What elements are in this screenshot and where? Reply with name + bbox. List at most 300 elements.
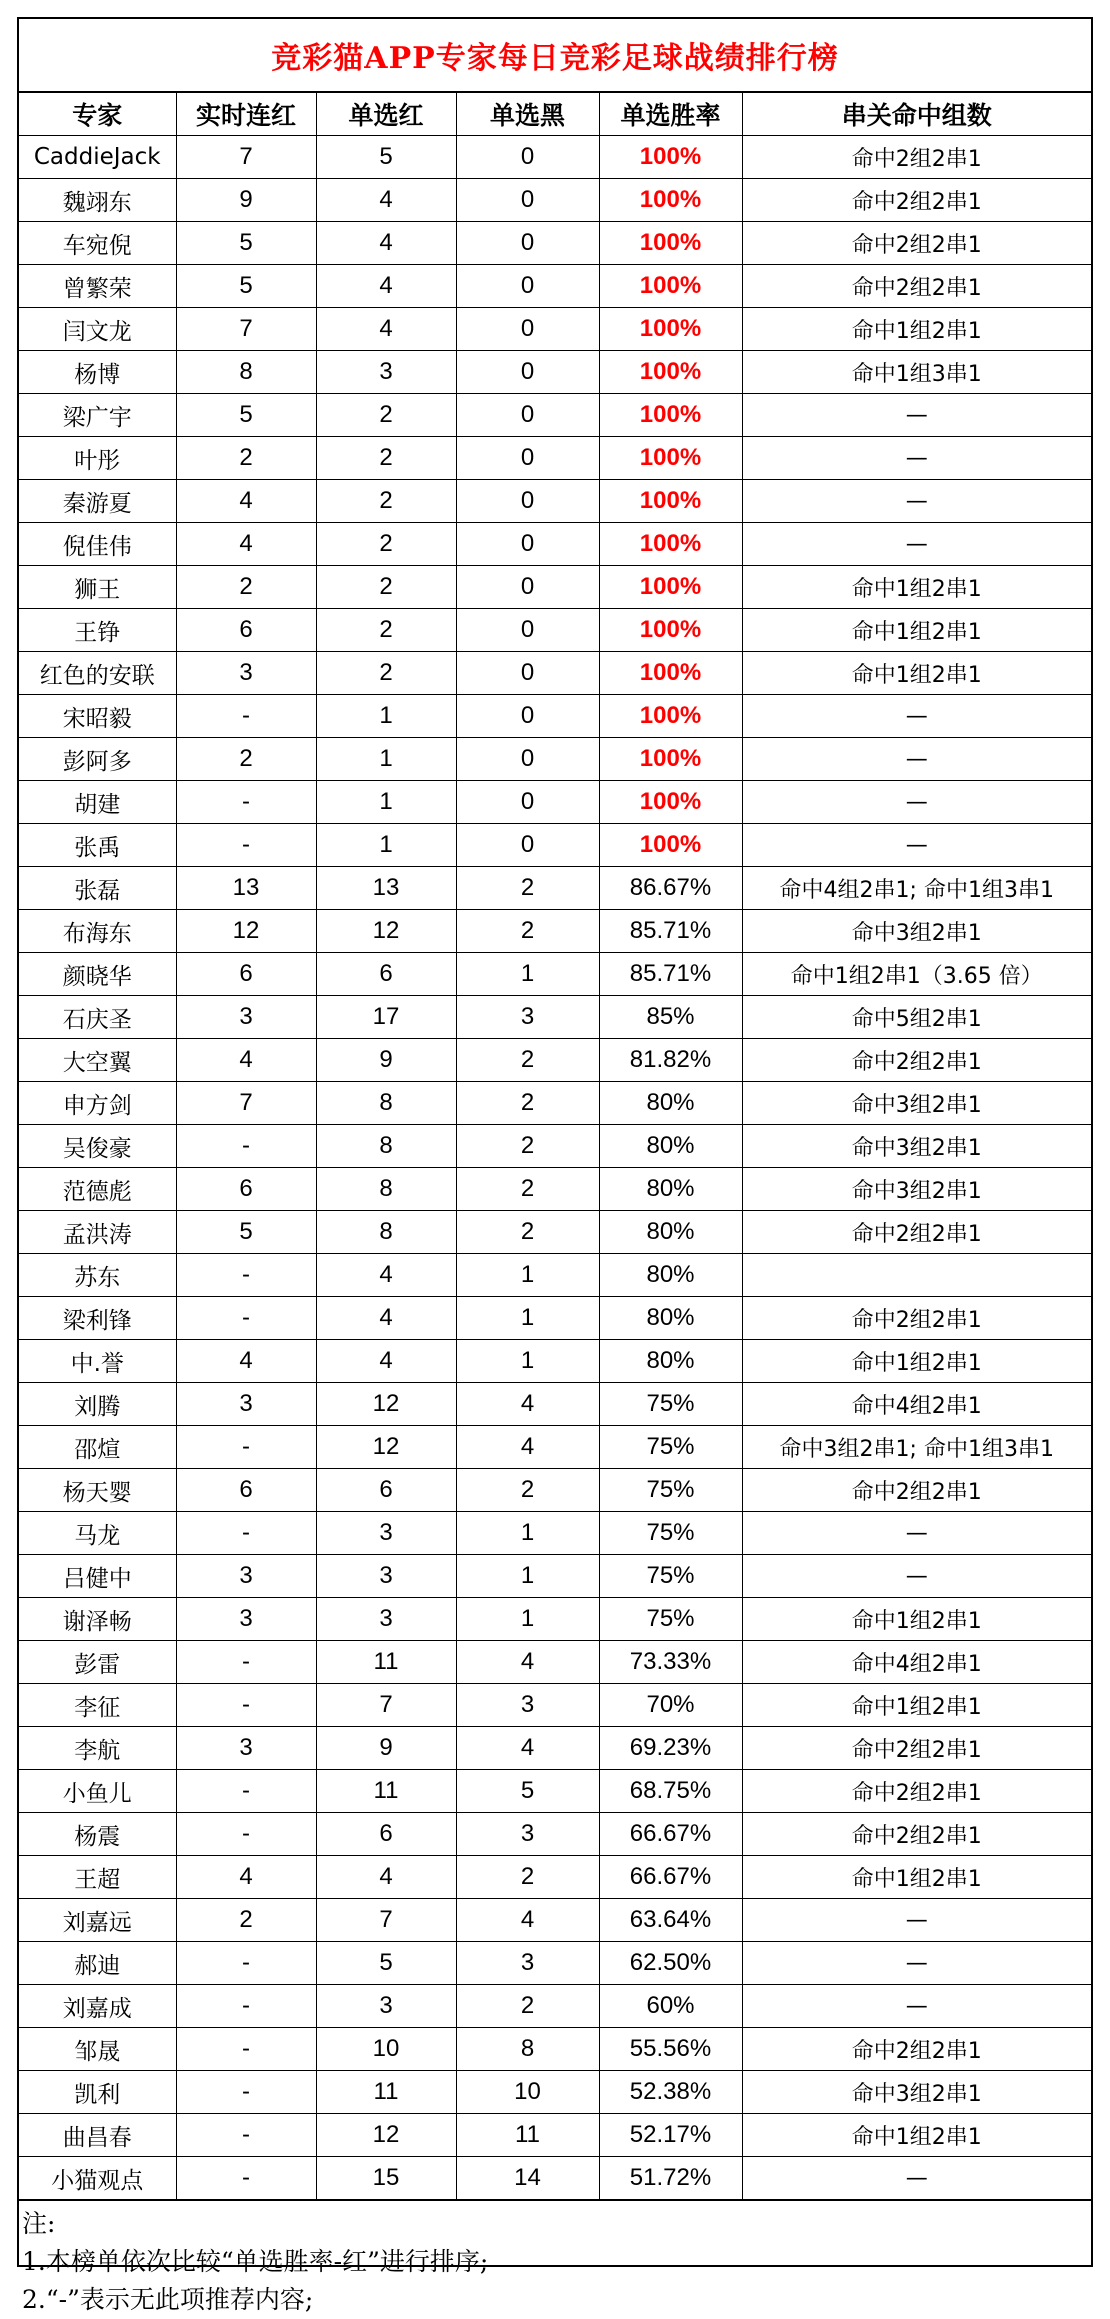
table-row xyxy=(19,824,1091,867)
win-rate-cell: 70% xyxy=(599,1684,742,1727)
single-wins-cell: 15 xyxy=(316,2157,456,2200)
expert-name-cell: 吕健中 xyxy=(19,1555,176,1598)
parlay-hits-cell: — xyxy=(742,1942,1091,1985)
table-row xyxy=(19,1598,1091,1641)
single-wins-cell: 3 xyxy=(316,1598,456,1641)
table-row xyxy=(19,609,1091,652)
streak-cell: - xyxy=(176,781,316,824)
single-wins-cell: 8 xyxy=(316,1211,456,1254)
expert-name-cell: 小鱼儿 xyxy=(19,1770,176,1813)
streak-cell: 6 xyxy=(176,1168,316,1211)
streak-cell: - xyxy=(176,1641,316,1684)
single-losses-cell: 0 xyxy=(456,609,599,652)
single-wins-cell: 6 xyxy=(316,1813,456,1856)
parlay-hits-cell: — xyxy=(742,1555,1091,1598)
single-wins-cell: 9 xyxy=(316,1039,456,1082)
parlay-hits-cell: 命中3组2串1 xyxy=(742,1082,1091,1125)
table-row xyxy=(19,1168,1091,1211)
single-losses-cell: 0 xyxy=(456,136,599,179)
parlay-hits-cell: 命中3组2串1 xyxy=(742,2071,1091,2114)
win-rate-cell: 100% xyxy=(599,222,742,265)
parlay-hits-cell: — xyxy=(742,480,1091,523)
parlay-hits-cell: 命中1组2串1 xyxy=(742,609,1091,652)
table-row xyxy=(19,781,1091,824)
expert-name-cell: 大空翼 xyxy=(19,1039,176,1082)
streak-cell: 12 xyxy=(176,910,316,953)
expert-name-cell: 郝迪 xyxy=(19,1942,176,1985)
single-losses-cell: 2 xyxy=(456,1168,599,1211)
single-losses-cell: 1 xyxy=(456,953,599,996)
expert-name-cell: 彭阿多 xyxy=(19,738,176,781)
parlay-hits-cell: 命中1组3串1 xyxy=(742,351,1091,394)
expert-name-cell: 李航 xyxy=(19,1727,176,1770)
table-row xyxy=(19,437,1091,480)
win-rate-cell: 68.75% xyxy=(599,1770,742,1813)
streak-cell: - xyxy=(176,1813,316,1856)
single-wins-cell: 4 xyxy=(316,179,456,222)
streak-cell: - xyxy=(176,1770,316,1813)
parlay-hits-cell: 命中1组2串1（3.65 倍） xyxy=(742,953,1091,996)
expert-name-cell: 刘腾 xyxy=(19,1383,176,1426)
table-row xyxy=(19,1211,1091,1254)
single-losses-cell: 1 xyxy=(456,1555,599,1598)
expert-name-cell: 布海东 xyxy=(19,910,176,953)
table-row xyxy=(19,738,1091,781)
single-losses-cell: 3 xyxy=(456,1684,599,1727)
table-row xyxy=(19,566,1091,609)
win-rate-cell: 100% xyxy=(599,179,742,222)
win-rate-cell: 75% xyxy=(599,1512,742,1555)
win-rate-cell: 100% xyxy=(599,566,742,609)
table-row xyxy=(19,2071,1091,2114)
win-rate-cell: 75% xyxy=(599,1469,742,1512)
win-rate-cell: 66.67% xyxy=(599,1856,742,1899)
expert-name-cell: 倪佳伟 xyxy=(19,523,176,566)
expert-name-cell: 李征 xyxy=(19,1684,176,1727)
expert-name-cell: 杨天婴 xyxy=(19,1469,176,1512)
win-rate-cell: 100% xyxy=(599,609,742,652)
single-wins-cell: 2 xyxy=(316,437,456,480)
single-wins-cell: 3 xyxy=(316,351,456,394)
win-rate-cell: 100% xyxy=(599,523,742,566)
single-losses-cell: 1 xyxy=(456,1598,599,1641)
single-wins-cell: 12 xyxy=(316,2114,456,2157)
win-rate-cell: 85.71% xyxy=(599,910,742,953)
parlay-hits-cell: 命中2组2串1 xyxy=(742,136,1091,179)
parlay-hits-cell: — xyxy=(742,781,1091,824)
header-single-losses: 单选黑 xyxy=(456,93,599,136)
win-rate-cell: 80% xyxy=(599,1125,742,1168)
single-losses-cell: 0 xyxy=(456,222,599,265)
table-row xyxy=(19,480,1091,523)
single-wins-cell: 7 xyxy=(316,1684,456,1727)
win-rate-cell: 100% xyxy=(599,394,742,437)
streak-cell: 9 xyxy=(176,179,316,222)
single-wins-cell: 3 xyxy=(316,1512,456,1555)
win-rate-cell: 100% xyxy=(599,738,742,781)
single-losses-cell: 4 xyxy=(456,1641,599,1684)
expert-name-cell: 宋昭毅 xyxy=(19,695,176,738)
win-rate-cell: 69.23% xyxy=(599,1727,742,1770)
parlay-hits-cell: — xyxy=(742,523,1091,566)
streak-cell: 5 xyxy=(176,265,316,308)
win-rate-cell: 52.38% xyxy=(599,2071,742,2114)
single-losses-cell: 1 xyxy=(456,1254,599,1297)
single-losses-cell: 0 xyxy=(456,695,599,738)
table-row xyxy=(19,1684,1091,1727)
header-streak: 实时连红 xyxy=(176,93,316,136)
single-wins-cell: 4 xyxy=(316,1340,456,1383)
win-rate-cell: 73.33% xyxy=(599,1641,742,1684)
single-losses-cell: 4 xyxy=(456,1899,599,1942)
single-losses-cell: 0 xyxy=(456,523,599,566)
expert-name-cell: 狮王 xyxy=(19,566,176,609)
win-rate-cell: 100% xyxy=(599,437,742,480)
win-rate-cell: 80% xyxy=(599,1211,742,1254)
table-row xyxy=(19,1856,1091,1899)
streak-cell: 7 xyxy=(176,136,316,179)
expert-name-cell: 车宛倪 xyxy=(19,222,176,265)
table-row xyxy=(19,910,1091,953)
single-wins-cell: 2 xyxy=(316,480,456,523)
expert-name-cell: 孟洪涛 xyxy=(19,1211,176,1254)
table-body xyxy=(19,136,1091,2200)
single-losses-cell: 2 xyxy=(456,910,599,953)
expert-name-cell: 邵煊 xyxy=(19,1426,176,1469)
parlay-hits-cell: 命中2组2串1 xyxy=(742,1211,1091,1254)
win-rate-cell: 51.72% xyxy=(599,2157,742,2200)
header-single-wins: 单选红 xyxy=(316,93,456,136)
parlay-hits-cell: 命中1组2串1 xyxy=(742,1340,1091,1383)
single-losses-cell: 0 xyxy=(456,781,599,824)
single-losses-cell: 11 xyxy=(456,2114,599,2157)
single-losses-cell: 1 xyxy=(456,1340,599,1383)
table-row xyxy=(19,1082,1091,1125)
note-line: 1.本榜单依次比较“单选胜率-红”进行排序; xyxy=(22,2247,489,2276)
table-row xyxy=(19,1985,1091,2028)
table-row xyxy=(19,1426,1091,1469)
streak-cell: 6 xyxy=(176,953,316,996)
single-losses-cell: 0 xyxy=(456,437,599,480)
expert-name-cell: 梁利锋 xyxy=(19,1297,176,1340)
parlay-hits-cell: — xyxy=(742,1985,1091,2028)
streak-cell: 4 xyxy=(176,1039,316,1082)
streak-cell: 4 xyxy=(176,1340,316,1383)
win-rate-cell: 85% xyxy=(599,996,742,1039)
win-rate-cell: 80% xyxy=(599,1297,742,1340)
parlay-hits-cell: 命中1组2串1 xyxy=(742,2114,1091,2157)
single-losses-cell: 2 xyxy=(456,1082,599,1125)
win-rate-cell: 100% xyxy=(599,824,742,867)
single-wins-cell: 1 xyxy=(316,824,456,867)
single-losses-cell: 10 xyxy=(456,2071,599,2114)
single-wins-cell: 4 xyxy=(316,308,456,351)
parlay-hits-cell: 命中3组2串1 xyxy=(742,910,1091,953)
expert-name-cell: CaddieJack xyxy=(19,136,176,179)
expert-name-cell: 小猫观点 xyxy=(19,2157,176,2200)
single-wins-cell: 6 xyxy=(316,1469,456,1512)
streak-cell: - xyxy=(176,695,316,738)
single-losses-cell: 0 xyxy=(456,308,599,351)
win-rate-cell: 80% xyxy=(599,1082,742,1125)
win-rate-cell: 60% xyxy=(599,1985,742,2028)
single-losses-cell: 2 xyxy=(456,1856,599,1899)
table-row xyxy=(19,1125,1091,1168)
expert-name-cell: 杨震 xyxy=(19,1813,176,1856)
streak-cell: 3 xyxy=(176,652,316,695)
expert-name-cell: 王超 xyxy=(19,1856,176,1899)
streak-cell: 5 xyxy=(176,394,316,437)
expert-name-cell: 凯利 xyxy=(19,2071,176,2114)
parlay-hits-cell: 命中4组2串1; 命中1组3串1 xyxy=(742,867,1091,910)
expert-name-cell: 彭雷 xyxy=(19,1641,176,1684)
table-row xyxy=(19,996,1091,1039)
single-losses-cell: 0 xyxy=(456,738,599,781)
table-row xyxy=(19,2028,1091,2071)
single-wins-cell: 8 xyxy=(316,1125,456,1168)
table-row xyxy=(19,1727,1091,1770)
streak-cell: 2 xyxy=(176,437,316,480)
streak-cell: - xyxy=(176,1254,316,1297)
table-row xyxy=(19,1813,1091,1856)
parlay-hits-cell: — xyxy=(742,394,1091,437)
table-row xyxy=(19,1641,1091,1684)
table-row xyxy=(19,1340,1091,1383)
single-wins-cell: 3 xyxy=(316,1985,456,2028)
single-wins-cell: 13 xyxy=(316,867,456,910)
single-wins-cell: 12 xyxy=(316,1383,456,1426)
single-losses-cell: 0 xyxy=(456,394,599,437)
table-row xyxy=(19,523,1091,566)
parlay-hits-cell: — xyxy=(742,695,1091,738)
parlay-hits-cell: 命中1组2串1 xyxy=(742,1684,1091,1727)
single-losses-cell: 14 xyxy=(456,2157,599,2200)
table-row xyxy=(19,1899,1091,1942)
parlay-hits-cell: 命中1组2串1 xyxy=(742,566,1091,609)
single-losses-cell: 4 xyxy=(456,1426,599,1469)
ranking-table xyxy=(19,93,1091,2200)
streak-cell: - xyxy=(176,1125,316,1168)
table-row xyxy=(19,2157,1091,2200)
single-losses-cell: 1 xyxy=(456,1512,599,1555)
win-rate-cell: 66.67% xyxy=(599,1813,742,1856)
expert-name-cell: 谢泽畅 xyxy=(19,1598,176,1641)
win-rate-cell: 81.82% xyxy=(599,1039,742,1082)
win-rate-cell: 75% xyxy=(599,1598,742,1641)
parlay-hits-cell: 命中2组2串1 xyxy=(742,1813,1091,1856)
header-parlay-hits: 串关命中组数 xyxy=(742,93,1091,136)
parlay-hits-cell: 命中1组2串1 xyxy=(742,652,1091,695)
parlay-hits-cell xyxy=(742,1254,1091,1297)
parlay-hits-cell: 命中3组2串1; 命中1组3串1 xyxy=(742,1426,1091,1469)
expert-name-cell: 杨博 xyxy=(19,351,176,394)
win-rate-cell: 100% xyxy=(599,480,742,523)
expert-name-cell: 魏翊东 xyxy=(19,179,176,222)
table-row xyxy=(19,1469,1091,1512)
streak-cell: 5 xyxy=(176,1211,316,1254)
single-wins-cell: 5 xyxy=(316,136,456,179)
parlay-hits-cell: 命中2组2串1 xyxy=(742,2028,1091,2071)
expert-name-cell: 曾繁荣 xyxy=(19,265,176,308)
single-wins-cell: 10 xyxy=(316,2028,456,2071)
win-rate-cell: 80% xyxy=(599,1168,742,1211)
single-wins-cell: 4 xyxy=(316,265,456,308)
win-rate-cell: 80% xyxy=(599,1254,742,1297)
streak-cell: - xyxy=(176,1297,316,1340)
streak-cell: 2 xyxy=(176,1899,316,1942)
parlay-hits-cell: 命中2组2串1 xyxy=(742,222,1091,265)
single-wins-cell: 12 xyxy=(316,1426,456,1469)
table-row xyxy=(19,1383,1091,1426)
expert-name-cell: 胡建 xyxy=(19,781,176,824)
parlay-hits-cell: 命中2组2串1 xyxy=(742,179,1091,222)
ranking-sheet xyxy=(17,17,1093,2314)
table-row xyxy=(19,2114,1091,2157)
streak-cell: - xyxy=(176,1942,316,1985)
streak-cell: - xyxy=(176,2157,316,2200)
single-wins-cell: 5 xyxy=(316,1942,456,1985)
expert-name-cell: 曲昌春 xyxy=(19,2114,176,2157)
table-row xyxy=(19,1039,1091,1082)
win-rate-cell: 86.67% xyxy=(599,867,742,910)
streak-cell: 13 xyxy=(176,867,316,910)
streak-cell: - xyxy=(176,2071,316,2114)
win-rate-cell: 100% xyxy=(599,781,742,824)
single-wins-cell: 2 xyxy=(316,394,456,437)
parlay-hits-cell: — xyxy=(742,824,1091,867)
note-line: 2.“-”表示无此项推荐内容; xyxy=(22,2285,314,2314)
single-wins-cell: 2 xyxy=(316,566,456,609)
header-expert: 专家 xyxy=(19,93,176,136)
expert-name-cell: 闫文龙 xyxy=(19,308,176,351)
single-losses-cell: 8 xyxy=(456,2028,599,2071)
single-losses-cell: 2 xyxy=(456,1039,599,1082)
single-losses-cell: 0 xyxy=(456,480,599,523)
table-row xyxy=(19,1555,1091,1598)
expert-name-cell: 吴俊豪 xyxy=(19,1125,176,1168)
single-losses-cell: 4 xyxy=(456,1727,599,1770)
single-losses-cell: 0 xyxy=(456,652,599,695)
expert-name-cell: 中.誉 xyxy=(19,1340,176,1383)
single-losses-cell: 2 xyxy=(456,1211,599,1254)
single-wins-cell: 6 xyxy=(316,953,456,996)
streak-cell: 3 xyxy=(176,1727,316,1770)
single-wins-cell: 17 xyxy=(316,996,456,1039)
parlay-hits-cell: 命中1组2串1 xyxy=(742,308,1091,351)
single-wins-cell: 9 xyxy=(316,1727,456,1770)
table-row xyxy=(19,1770,1091,1813)
expert-name-cell: 叶彤 xyxy=(19,437,176,480)
win-rate-cell: 100% xyxy=(599,265,742,308)
streak-cell: 5 xyxy=(176,222,316,265)
single-wins-cell: 11 xyxy=(316,1641,456,1684)
single-losses-cell: 0 xyxy=(456,179,599,222)
table-row xyxy=(19,351,1091,394)
streak-cell: 3 xyxy=(176,1383,316,1426)
parlay-hits-cell: — xyxy=(742,437,1091,480)
single-losses-cell: 4 xyxy=(456,1383,599,1426)
single-wins-cell: 4 xyxy=(316,1254,456,1297)
header-row xyxy=(19,93,1091,136)
parlay-hits-cell: 命中2组2串1 xyxy=(742,1469,1091,1512)
table-row xyxy=(19,953,1091,996)
streak-cell: - xyxy=(176,2114,316,2157)
table-row xyxy=(19,695,1091,738)
single-wins-cell: 2 xyxy=(316,652,456,695)
streak-cell: 4 xyxy=(176,523,316,566)
single-wins-cell: 4 xyxy=(316,222,456,265)
table-row xyxy=(19,136,1091,179)
streak-cell: 3 xyxy=(176,1555,316,1598)
expert-name-cell: 秦游夏 xyxy=(19,480,176,523)
expert-name-cell: 颜晓华 xyxy=(19,953,176,996)
single-losses-cell: 3 xyxy=(456,1813,599,1856)
single-wins-cell: 3 xyxy=(316,1555,456,1598)
streak-cell: - xyxy=(176,1426,316,1469)
streak-cell: 7 xyxy=(176,1082,316,1125)
single-wins-cell: 4 xyxy=(316,1297,456,1340)
single-losses-cell: 0 xyxy=(456,351,599,394)
parlay-hits-cell: 命中1组2串1 xyxy=(742,1856,1091,1899)
win-rate-cell: 100% xyxy=(599,695,742,738)
single-wins-cell: 2 xyxy=(316,609,456,652)
single-wins-cell: 1 xyxy=(316,781,456,824)
streak-cell: 6 xyxy=(176,1469,316,1512)
expert-name-cell: 刘嘉成 xyxy=(19,1985,176,2028)
parlay-hits-cell: 命中1组2串1 xyxy=(742,1598,1091,1641)
expert-name-cell: 张磊 xyxy=(19,867,176,910)
expert-name-cell: 张禹 xyxy=(19,824,176,867)
notes-heading: 注: xyxy=(22,2209,56,2238)
table-row xyxy=(19,1254,1091,1297)
win-rate-cell: 55.56% xyxy=(599,2028,742,2071)
win-rate-cell: 100% xyxy=(599,351,742,394)
streak-cell: 4 xyxy=(176,1856,316,1899)
single-wins-cell: 7 xyxy=(316,1899,456,1942)
single-losses-cell: 5 xyxy=(456,1770,599,1813)
streak-cell: 4 xyxy=(176,480,316,523)
single-wins-cell: 11 xyxy=(316,2071,456,2114)
parlay-hits-cell: 命中2组2串1 xyxy=(742,1039,1091,1082)
win-rate-cell: 100% xyxy=(599,136,742,179)
streak-cell: - xyxy=(176,1684,316,1727)
single-losses-cell: 2 xyxy=(456,1985,599,2028)
expert-name-cell: 红色的安联 xyxy=(19,652,176,695)
table-row xyxy=(19,1512,1091,1555)
parlay-hits-cell: 命中5组2串1 xyxy=(742,996,1091,1039)
table-row xyxy=(19,265,1091,308)
single-wins-cell: 1 xyxy=(316,738,456,781)
single-losses-cell: 0 xyxy=(456,824,599,867)
streak-cell: - xyxy=(176,1512,316,1555)
streak-cell: 3 xyxy=(176,1598,316,1641)
expert-name-cell: 石庆圣 xyxy=(19,996,176,1039)
expert-name-cell: 王铮 xyxy=(19,609,176,652)
parlay-hits-cell: 命中2组2串1 xyxy=(742,265,1091,308)
single-wins-cell: 1 xyxy=(316,695,456,738)
parlay-hits-cell: — xyxy=(742,1512,1091,1555)
parlay-hits-cell: 命中4组2串1 xyxy=(742,1383,1091,1426)
single-losses-cell: 3 xyxy=(456,1942,599,1985)
expert-name-cell: 邹晟 xyxy=(19,2028,176,2071)
single-losses-cell: 0 xyxy=(456,566,599,609)
win-rate-cell: 52.17% xyxy=(599,2114,742,2157)
parlay-hits-cell: 命中4组2串1 xyxy=(742,1641,1091,1684)
streak-cell: - xyxy=(176,2028,316,2071)
single-losses-cell: 0 xyxy=(456,265,599,308)
win-rate-cell: 75% xyxy=(599,1426,742,1469)
table-row xyxy=(19,394,1091,437)
